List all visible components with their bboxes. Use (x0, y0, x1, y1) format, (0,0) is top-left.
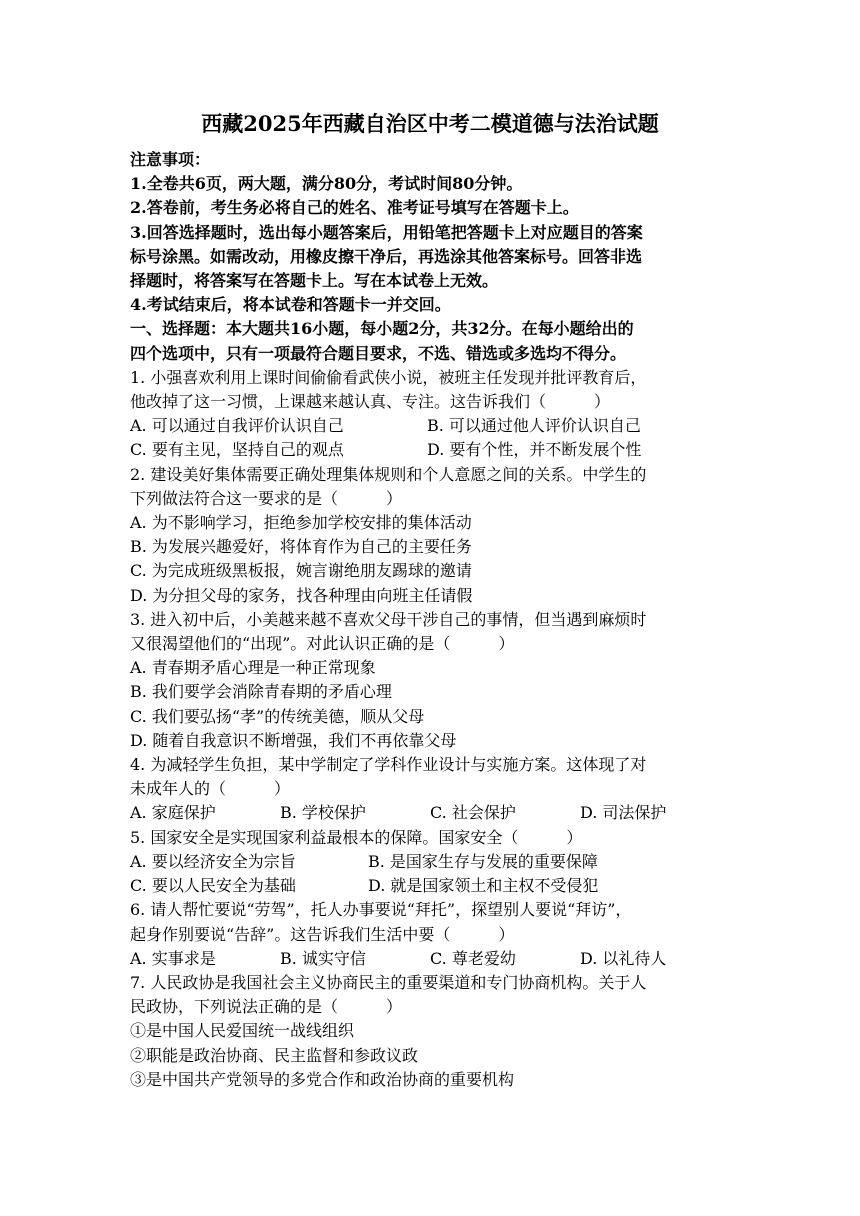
option-a: A. 为不影响学习，拒绝参加学校安排的集体活动 (130, 513, 472, 533)
option-d: D. 为分担父母的家务，找各种理由向班主任请假 (130, 585, 473, 605)
statement-item: ①是中国人民爱国统一战线组织 (130, 1021, 355, 1041)
notice-line: 择题时，将答案写在答题卡上。写在本试卷上无效。 (130, 271, 499, 291)
option-a: A. 青春期矛盾心理是一种正常现象 (130, 658, 376, 678)
exam-title: 西藏2025年西藏自治区中考二模道德与法治试题 (201, 111, 659, 136)
question-stem: 民政协，下列说法正确的是（ ） (130, 997, 403, 1017)
option-c: C. 为完成班级黑板报，婉言谢绝朋友踢球的邀请 (130, 561, 472, 581)
notice-line: 2.答卷前，考生务必将自己的姓名、准考证号填写在答题卡上。 (130, 198, 579, 218)
question-stem: 4. 为减轻学生负担，某中学制定了学科作业设计与实施方案。这体现了对 (130, 755, 647, 775)
notice-line: 1.全卷共6页，两大题，满分80分，考试时间80分钟。 (130, 174, 523, 194)
section-heading: 一、选择题：本大题共16小题，每小题2分，共32分。在每小题给出的 (130, 319, 634, 339)
question-stem: 他改掉了这一习惯，上课越来越认真、专注。这告诉我们（ ） (130, 392, 611, 412)
option-b: B. 学校保护 (280, 803, 366, 823)
option-b: B. 为发展兴趣爱好，将体育作为自己的主要任务 (130, 537, 472, 557)
question-stem: 2. 建设美好集体需要正确处理集体规则和个人意愿之间的关系。中学生的 (130, 464, 647, 484)
option-c: C. 社会保护 (430, 803, 516, 823)
section-heading: 四个选项中，只有一项最符合题目要求，不选、错选或多选均不得分。 (130, 343, 627, 363)
notice-line: 4.考试结束后，将本试卷和答题卡一并交回。 (130, 295, 451, 315)
question-stem: 1. 小强喜欢利用上课时间偷偷看武侠小说，被班主任发现并批评教育后， (130, 367, 647, 387)
options-row (130, 850, 730, 874)
option-b: B. 诚实守信 (280, 948, 366, 968)
option-c: C. 要以人民安全为基础 (130, 876, 296, 896)
options-row (130, 801, 730, 825)
option-b: B. 我们要学会消除青春期的矛盾心理 (130, 682, 392, 702)
statement-item: ③是中国共产党领导的多党合作和政治协商的重要机构 (130, 1069, 515, 1089)
option-c: C. 要有主见，坚持自己的观点 (130, 440, 344, 460)
question-stem: 起身作别要说“告辞”。这告诉我们生活中要（ ） (130, 924, 515, 944)
option-a: A. 要以经济安全为宗旨 (130, 851, 296, 871)
option-a: A. 实事求是 (130, 948, 216, 968)
statement-item: ②职能是政治协商、民主监督和参政议政 (130, 1045, 419, 1065)
options-row (130, 438, 730, 462)
options-row (130, 947, 730, 971)
question-stem: 5. 国家安全是实现国家利益最根本的保障。国家安全（ ） (130, 827, 583, 847)
option-a: A. 可以通过自我评价认识自己 (130, 416, 344, 436)
exam-page (130, 110, 730, 1092)
option-d: D. 随着自我意识不断增强，我们不再依靠父母 (130, 730, 457, 750)
notice-line: 3.回答选择题时，选出每小题答案后，用铅笔把答题卡上对应题目的答案 (130, 222, 643, 242)
option-b: B. 可以通过他人评价认识自己 (427, 416, 641, 436)
option-c: C. 尊老爱幼 (430, 948, 516, 968)
options-row (130, 874, 730, 898)
question-stem: 7. 人民政协是我国社会主义协商民主的重要渠道和专门协商机构。关于人 (130, 972, 647, 992)
question-stem: 下列做法符合这一要求的是（ ） (130, 488, 403, 508)
option-a: A. 家庭保护 (130, 803, 216, 823)
option-d: D. 司法保护 (580, 803, 667, 823)
option-d: D. 以礼待人 (580, 948, 667, 968)
question-stem: 又很渴望他们的“出现”。对此认识正确的是（ ） (130, 634, 515, 654)
notice-heading: 注意事项： (130, 150, 211, 169)
notice-line: 标号涂黑。如需改动，用橡皮擦干净后，再选涂其他答案标号。回答非选 (130, 246, 643, 266)
options-row (130, 414, 730, 438)
option-d: D. 要有个性，并不断发展个性 (427, 440, 642, 460)
option-d: D. 就是国家领土和主权不受侵犯 (368, 876, 599, 896)
question-stem: 6. 请人帮忙要说“劳驾”，托人办事要说“拜托”，探望别人要说“拜访”， (130, 900, 632, 920)
question-stem: 未成年人的（ ） (130, 779, 291, 799)
option-b: B. 是国家生存与发展的重要保障 (368, 851, 598, 871)
question-stem: 3. 进入初中后，小美越来越不喜欢父母干涉自己的事情，但当遇到麻烦时 (130, 609, 647, 629)
option-c: C. 我们要弘扬“孝”的传统美德，顺从父母 (130, 706, 425, 726)
